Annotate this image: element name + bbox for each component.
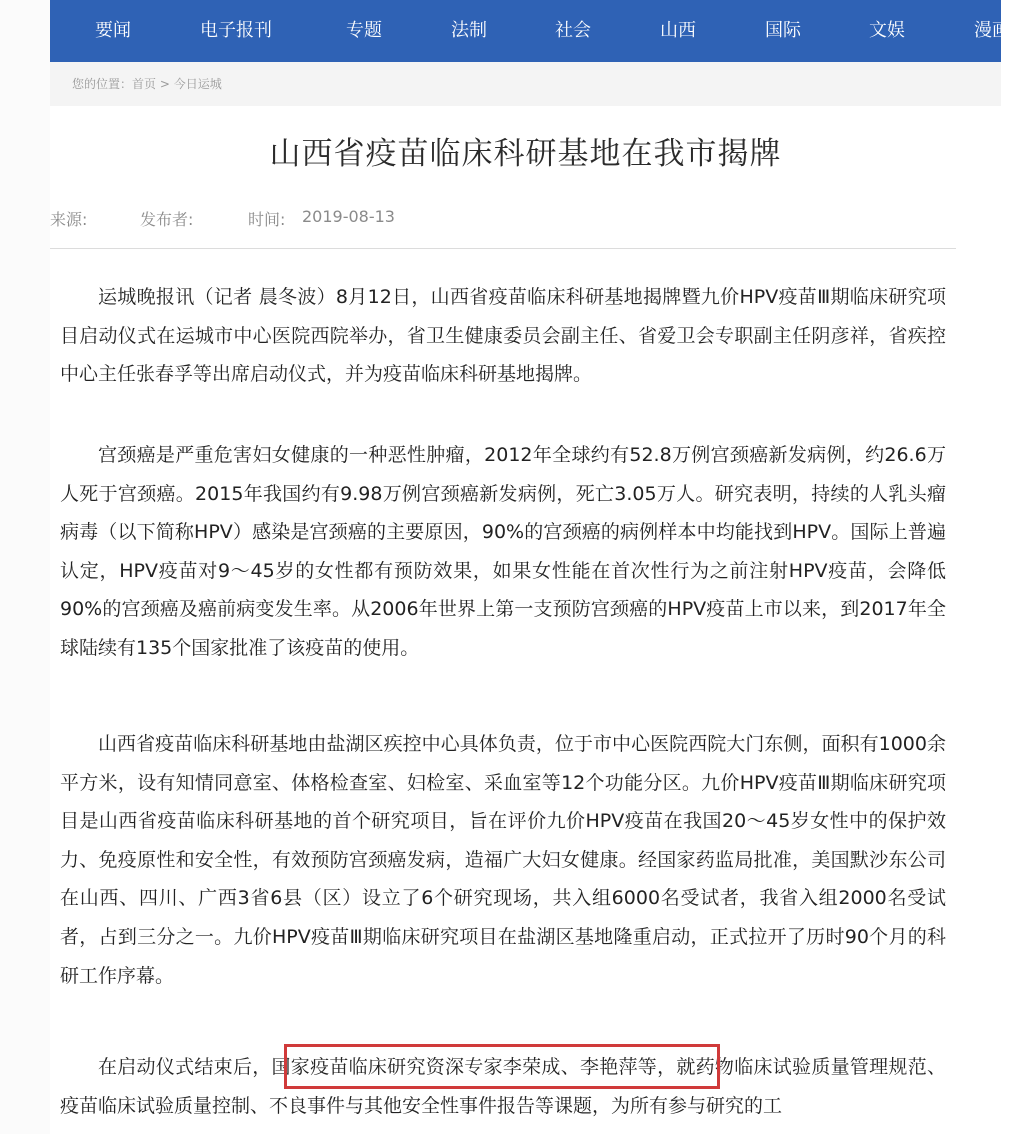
nav-item-law[interactable]: 法制: [451, 20, 487, 41]
left-margin: [0, 0, 50, 1134]
publish-time: 2019-08-13: [302, 207, 395, 226]
divider: [50, 248, 956, 249]
nav-item-society[interactable]: 社会: [555, 20, 591, 41]
nav-item-e-paper[interactable]: 电子报刊: [200, 20, 272, 41]
nav-item-entertainment[interactable]: 文娱: [869, 20, 905, 41]
article-paragraph-4: 在启动仪式结束后，国家疫苗临床研究资深专家李荣成、李艳萍等，就药物临床试验质量管理规范、疫苗临床试验质量控制、不良事件与其他安全性事件报告等课题，为所有参与研究的工: [60, 1056, 946, 1117]
breadcrumb-home-link[interactable]: 首页: [132, 77, 157, 91]
nav-item-shanxi[interactable]: 山西: [660, 20, 696, 41]
nav-item-international[interactable]: 国际: [765, 20, 801, 41]
nav-item-comics[interactable]: 漫画: [974, 20, 1010, 41]
breadcrumb-separator: >: [156, 77, 174, 91]
article-paragraph-2: 宫颈癌是严重危害妇女健康的一种恶性肿瘤，2012年全球约有52.8万例宫颈癌新发病例，约26.6万人死于宫颈癌。2015年我国约有9.98万例宫颈癌新发病例，死亡3.05万人。研究表明，持续的人乳头瘤病毒（以下简称HPV）感染是宫颈癌的主要原因，90%的宫颈癌的病例样本中均能找到HPV。国际上普遍认定，HPV疫苗对9～45岁的女性都有预防效果，如果女性能在首次性行为之前注射HPV疫苗，会降低90%的宫颈癌及癌前病变发生率。从2006年世界上第一支预防宫颈癌的HPV疫苗上市以来，到2017年全球陆续有135个国家批准了该疫苗的使用。: [60, 444, 946, 659]
article-paragraph-1: 运城晚报讯（记者 晨冬波）8月12日，山西省疫苗临床科研基地揭牌暨九价HPV疫苗Ⅲ期临床研究项目启动仪式在运城市中心医院西院举办，省卫生健康委员会副主任、省爱卫会专职副主任阴彦祥，省疾控中心主任张春孚等出席启动仪式，并为疫苗临床科研基地揭牌。: [60, 286, 946, 386]
breadcrumb-current-link[interactable]: 今日运城: [173, 77, 222, 91]
time-label: 时间:: [248, 210, 286, 229]
breadcrumb-bar: [50, 62, 1001, 106]
nav-item-topics[interactable]: 专题: [346, 20, 382, 41]
top-navigation-bar: [50, 0, 1010, 62]
publisher-label: 发布者:: [140, 210, 194, 229]
article-paragraph-3: 山西省疫苗临床科研基地由盐湖区疾控中心具体负责，位于市中心医院西院大门东侧，面积有1000余平方米，设有知情同意室、体格检查室、妇检室、采血室等12个功能分区。九价HPV疫苗Ⅲ期临床研究项目是山西省疫苗临床科研基地的首个研究项目，旨在评价九价HPV疫苗在我国20～45岁女性中的保护效力、免疫原性和安全性，有效预防宫颈癌发病，造福广大妇女健康。经国家药监局批准，美国默沙东公司在山西、四川、广西3省6县（区）设立了6个研究现场，共入组6000名受试者，我省入组2000名受试者，占到三分之一。九价HPV疫苗Ⅲ期临床研究项目在盐湖区基地隆重启动，正式拉开了历时90个月的科研工作序幕。: [60, 733, 946, 987]
article-title: 山西省疫苗临床科研基地在我市揭牌: [269, 136, 782, 172]
breadcrumb: [72, 75, 222, 92]
highlight-box: [284, 1044, 720, 1089]
nav-item-news[interactable]: 要闻: [95, 20, 131, 41]
source-label: 来源:: [50, 210, 88, 229]
breadcrumb-prefix: 您的位置：: [72, 77, 133, 91]
